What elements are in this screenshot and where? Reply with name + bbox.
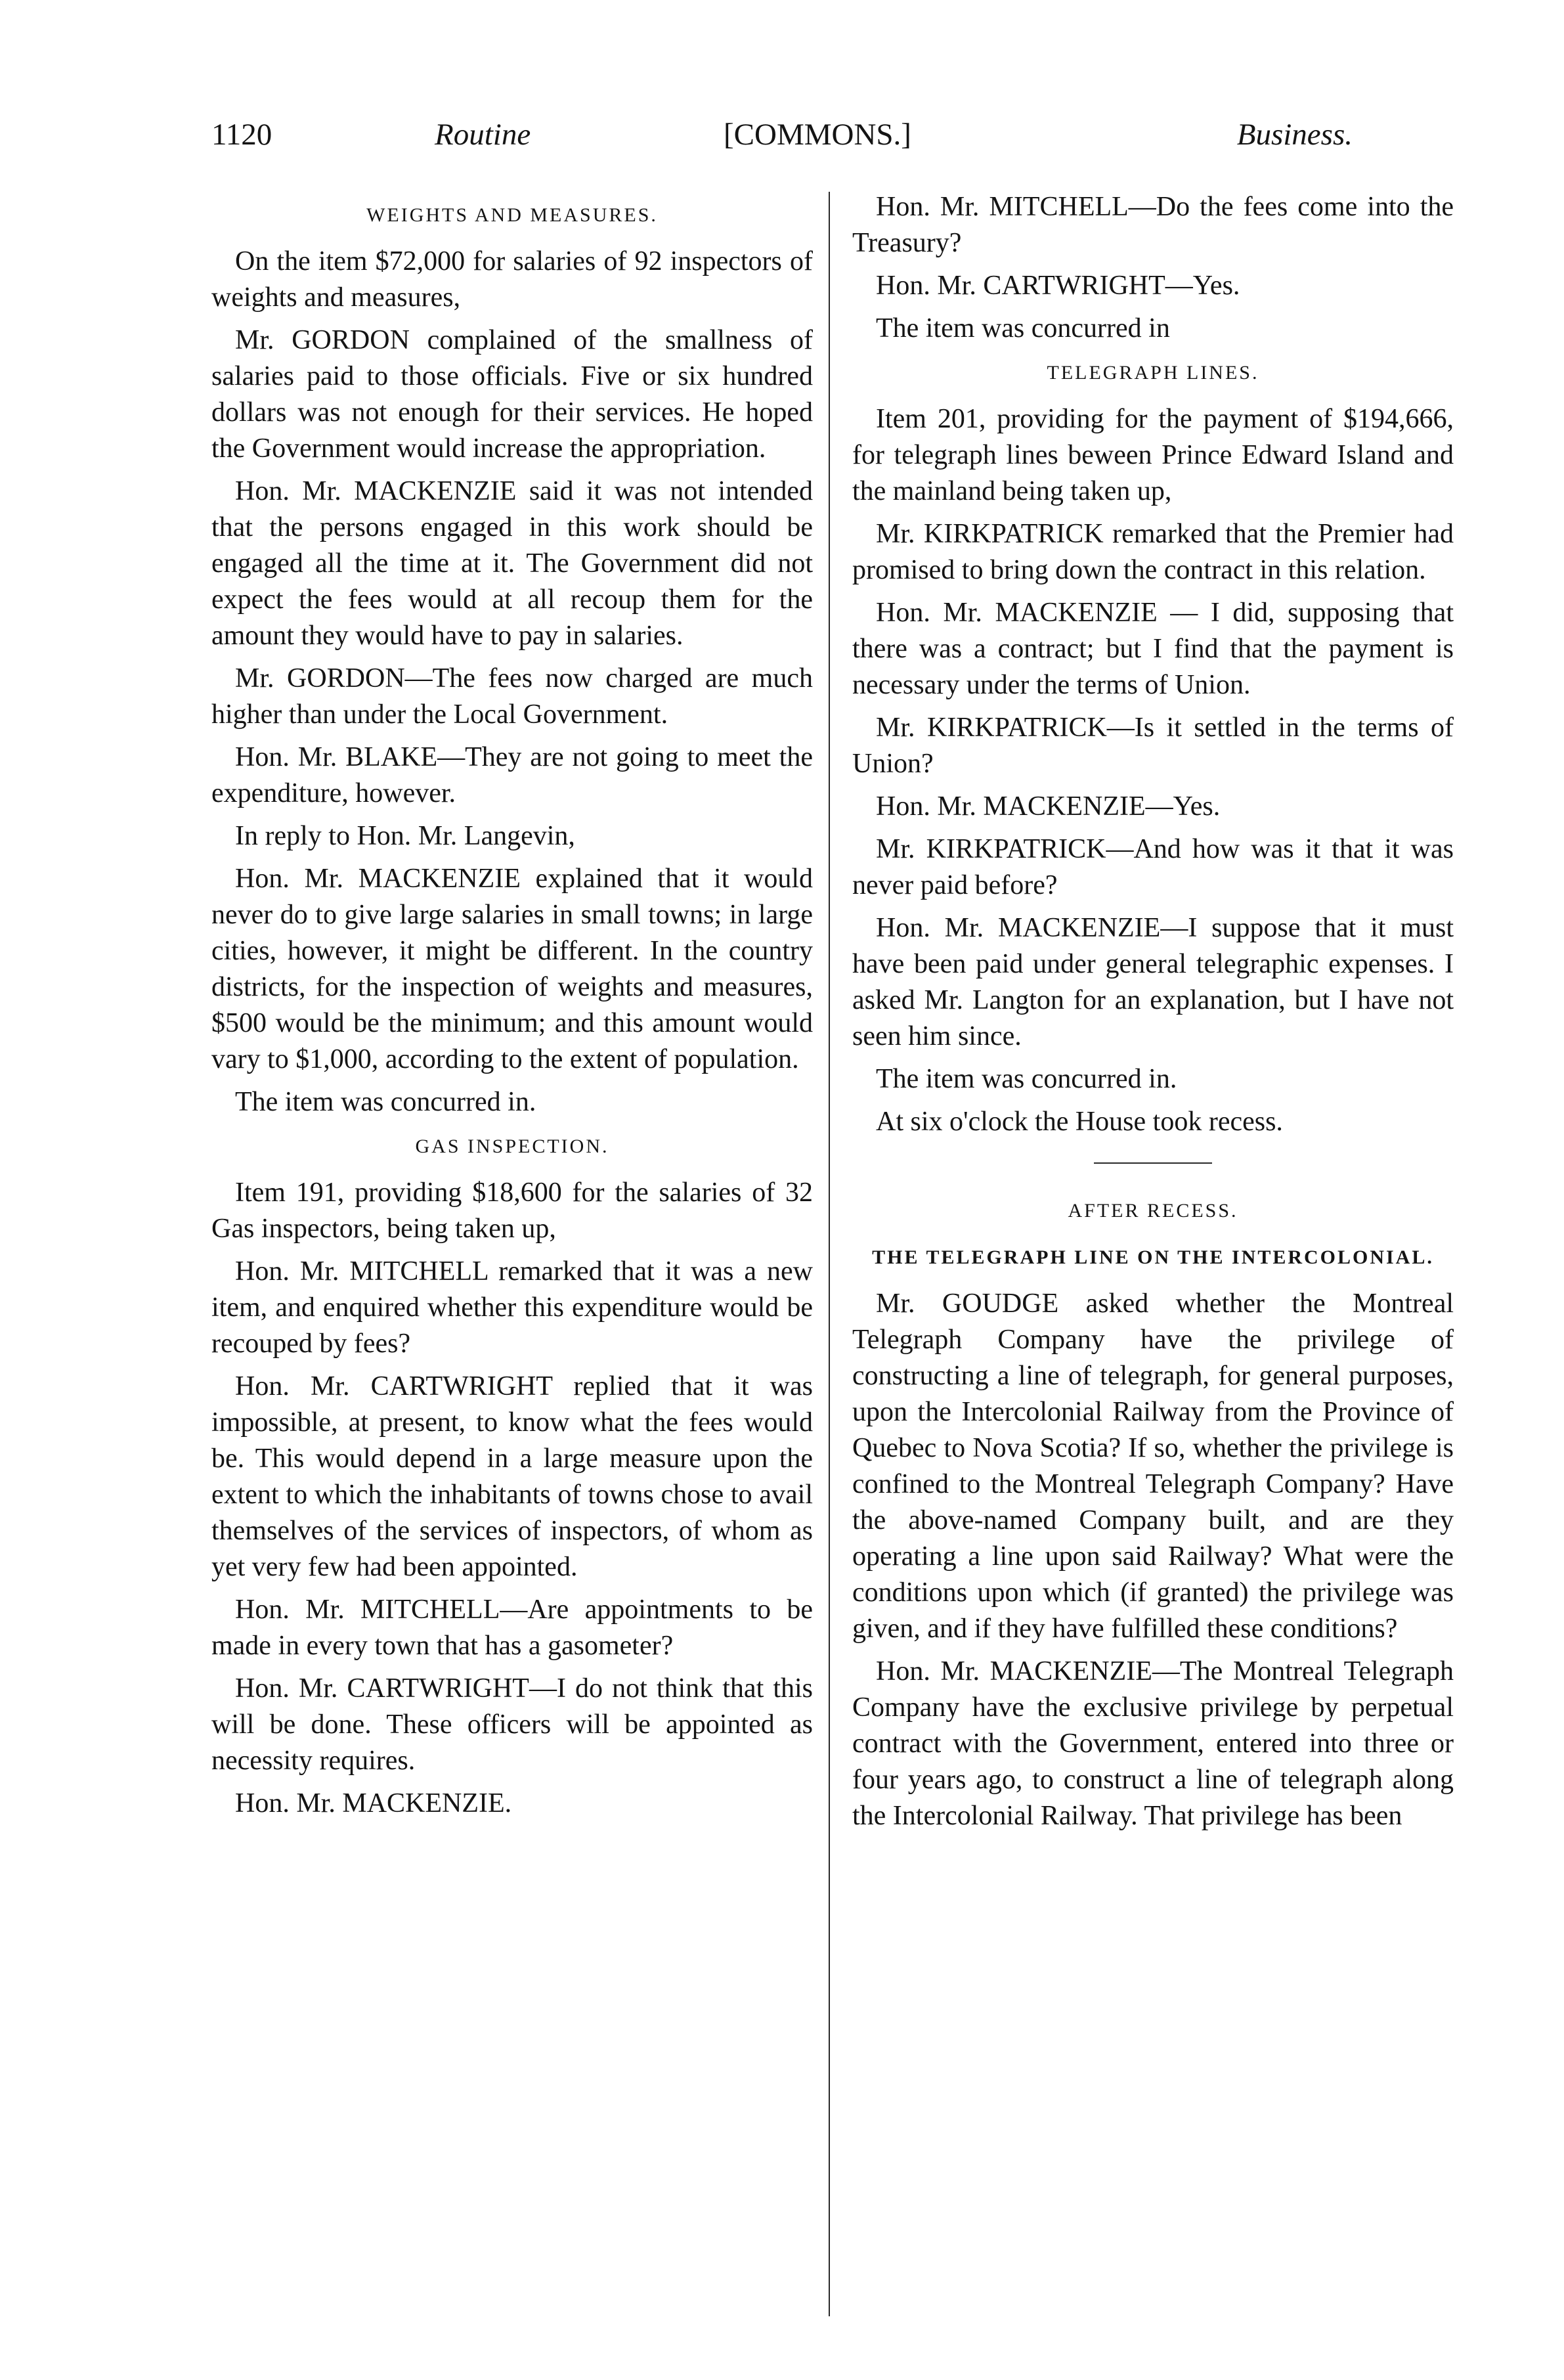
paragraph: Mr. GOUDGE asked whether the Montreal Telegraph Company have the privilege of constructing a line of telegraph, for general purposes, upon the Intercolonial Railway from the Province of Quebec to Nova Scotia? If so, whether the privilege is confined to the Montreal Telegraph Company? Have the above-named Company built, and are they operating a line upon said Railway? What were the conditions upon which (if granted) the privilege was given, and if they have fulfilled these conditions? — [852, 1289, 1454, 1644]
paragraph: The item was concurred in. — [235, 1087, 536, 1117]
section-heading-telegraph: TELEGRAPH LINES. — [1047, 362, 1259, 384]
column-divider — [829, 192, 830, 2316]
paragraph: Mr. KIRKPATRICK—Is it settled in the terms of Union? — [852, 713, 1454, 779]
paragraph: Hon. Mr. MACKENZIE explained that it would never do to give large salaries in small towns; in large cities, however, it might be different. In the country districts, for the inspection of weights and measures, $500 would be the minimum; and this amount would vary to $1,000, according to the extent of population. — [211, 864, 813, 1074]
paragraph: In reply to Hon. Mr. Langevin, — [235, 821, 575, 851]
section-heading-after-recess: AFTER RECESS. — [1068, 1200, 1238, 1222]
paragraph: Hon. Mr. CARTWRIGHT—I do not think that this will be done. These officers will be appointed as necessity requires. — [211, 1673, 813, 1776]
paragraph: On the item $72,000 for salaries of 92 inspectors of weights and measures, — [211, 246, 813, 313]
paragraph: Mr. KIRKPATRICK—And how was it that it was never paid before? — [852, 834, 1454, 900]
paragraph: Mr. KIRKPATRICK remarked that the Premier had promised to bring down the contract in this relation. — [852, 519, 1454, 585]
section-heading-gas: GAS INSPECTION. — [415, 1135, 609, 1157]
running-title-right: Business. — [1236, 118, 1353, 152]
paragraph: Hon. Mr. CARTWRIGHT replied that it was impossible, at present, to know what the fees would be. This would depend in a large measure upon the extent to which the inhabitants of towns chose to avail themselves of the services of inspectors, of whom as yet very few had been appointed. — [211, 1371, 813, 1582]
paragraph: Hon. Mr. MACKENZIE — I did, supposing that there was a contract; but I find that the payment is necessary under the terms of Union. — [852, 598, 1454, 700]
paragraph: Hon. Mr. BLAKE—They are not going to meet the expenditure, however. — [211, 742, 813, 808]
left-column — [211, 189, 813, 1828]
paragraph: Hon. Mr. MITCHELL—Are appointments to be made in every town that has a gasometer? — [211, 1595, 813, 1661]
section-heading-weights: WEIGHTS AND MEASURES. — [366, 204, 658, 226]
paragraph: Hon. Mr. MACKENZIE—Yes. — [876, 791, 1221, 822]
paragraph: Mr. GORDON—The fees now charged are much higher than under the Local Government. — [211, 663, 813, 730]
paragraph: Item 201, providing for the payment of $194,666, for telegraph lines beween Prince Edward Island and the mainland being taken up, — [852, 404, 1454, 506]
paragraph: At six o'clock the House took recess. — [876, 1107, 1283, 1137]
section-heading-intercolonial: THE TELEGRAPH LINE ON THE INTERCOLONIAL. — [872, 1246, 1434, 1268]
paragraph: Hon. Mr. MITCHELL remarked that it was a new item, and enquired whether this expenditure would be recouped by fees? — [211, 1256, 813, 1359]
paragraph: Item 191, providing $18,600 for the salaries of 32 Gas inspectors, being taken up, — [211, 1178, 813, 1244]
paragraph: Hon. Mr. MACKENZIE. — [235, 1788, 512, 1818]
page-header — [211, 117, 1353, 163]
paragraph: Hon. Mr. MITCHELL—Do the fees come into the Treasury? — [852, 192, 1454, 258]
paragraph: The item was concurred in. — [876, 1064, 1177, 1094]
paragraph: Hon. Mr. CARTWRIGHT—Yes. — [876, 271, 1240, 301]
paragraph: The item was concurred in — [876, 313, 1170, 343]
right-column — [852, 189, 1454, 1841]
paragraph: Hon. Mr. MACKENZIE—I suppose that it must have been paid under general telegraphic expenses. I asked Mr. Langton for an explanation, but I have not seen him since. — [852, 913, 1454, 1051]
running-title-left: Routine — [435, 118, 531, 152]
paragraph: Hon. Mr. MACKENZIE—The Montreal Telegraph Company have the exclusive privilege by perpetual contract with the Government, entered into three or four years ago, to construct a line of telegraph along the Intercolonial Railway. That privilege has been — [852, 1656, 1454, 1831]
page-number: 1120 — [211, 118, 272, 152]
section-separator — [1094, 1162, 1212, 1164]
paragraph: Hon. Mr. MACKENZIE said it was not intended that the persons engaged in this work should be engaged all the time at it. The Government did not expect the fees would at all recoup them for the amount they would have to pay in salaries. — [211, 476, 813, 651]
paragraph: Mr. GORDON complained of the smallness of salaries paid to those officials. Five or six hundred dollars was not enough for their services. He hoped the Government would increase the appropriation. — [211, 325, 813, 464]
running-title-center: [COMMONS.] — [724, 118, 911, 152]
